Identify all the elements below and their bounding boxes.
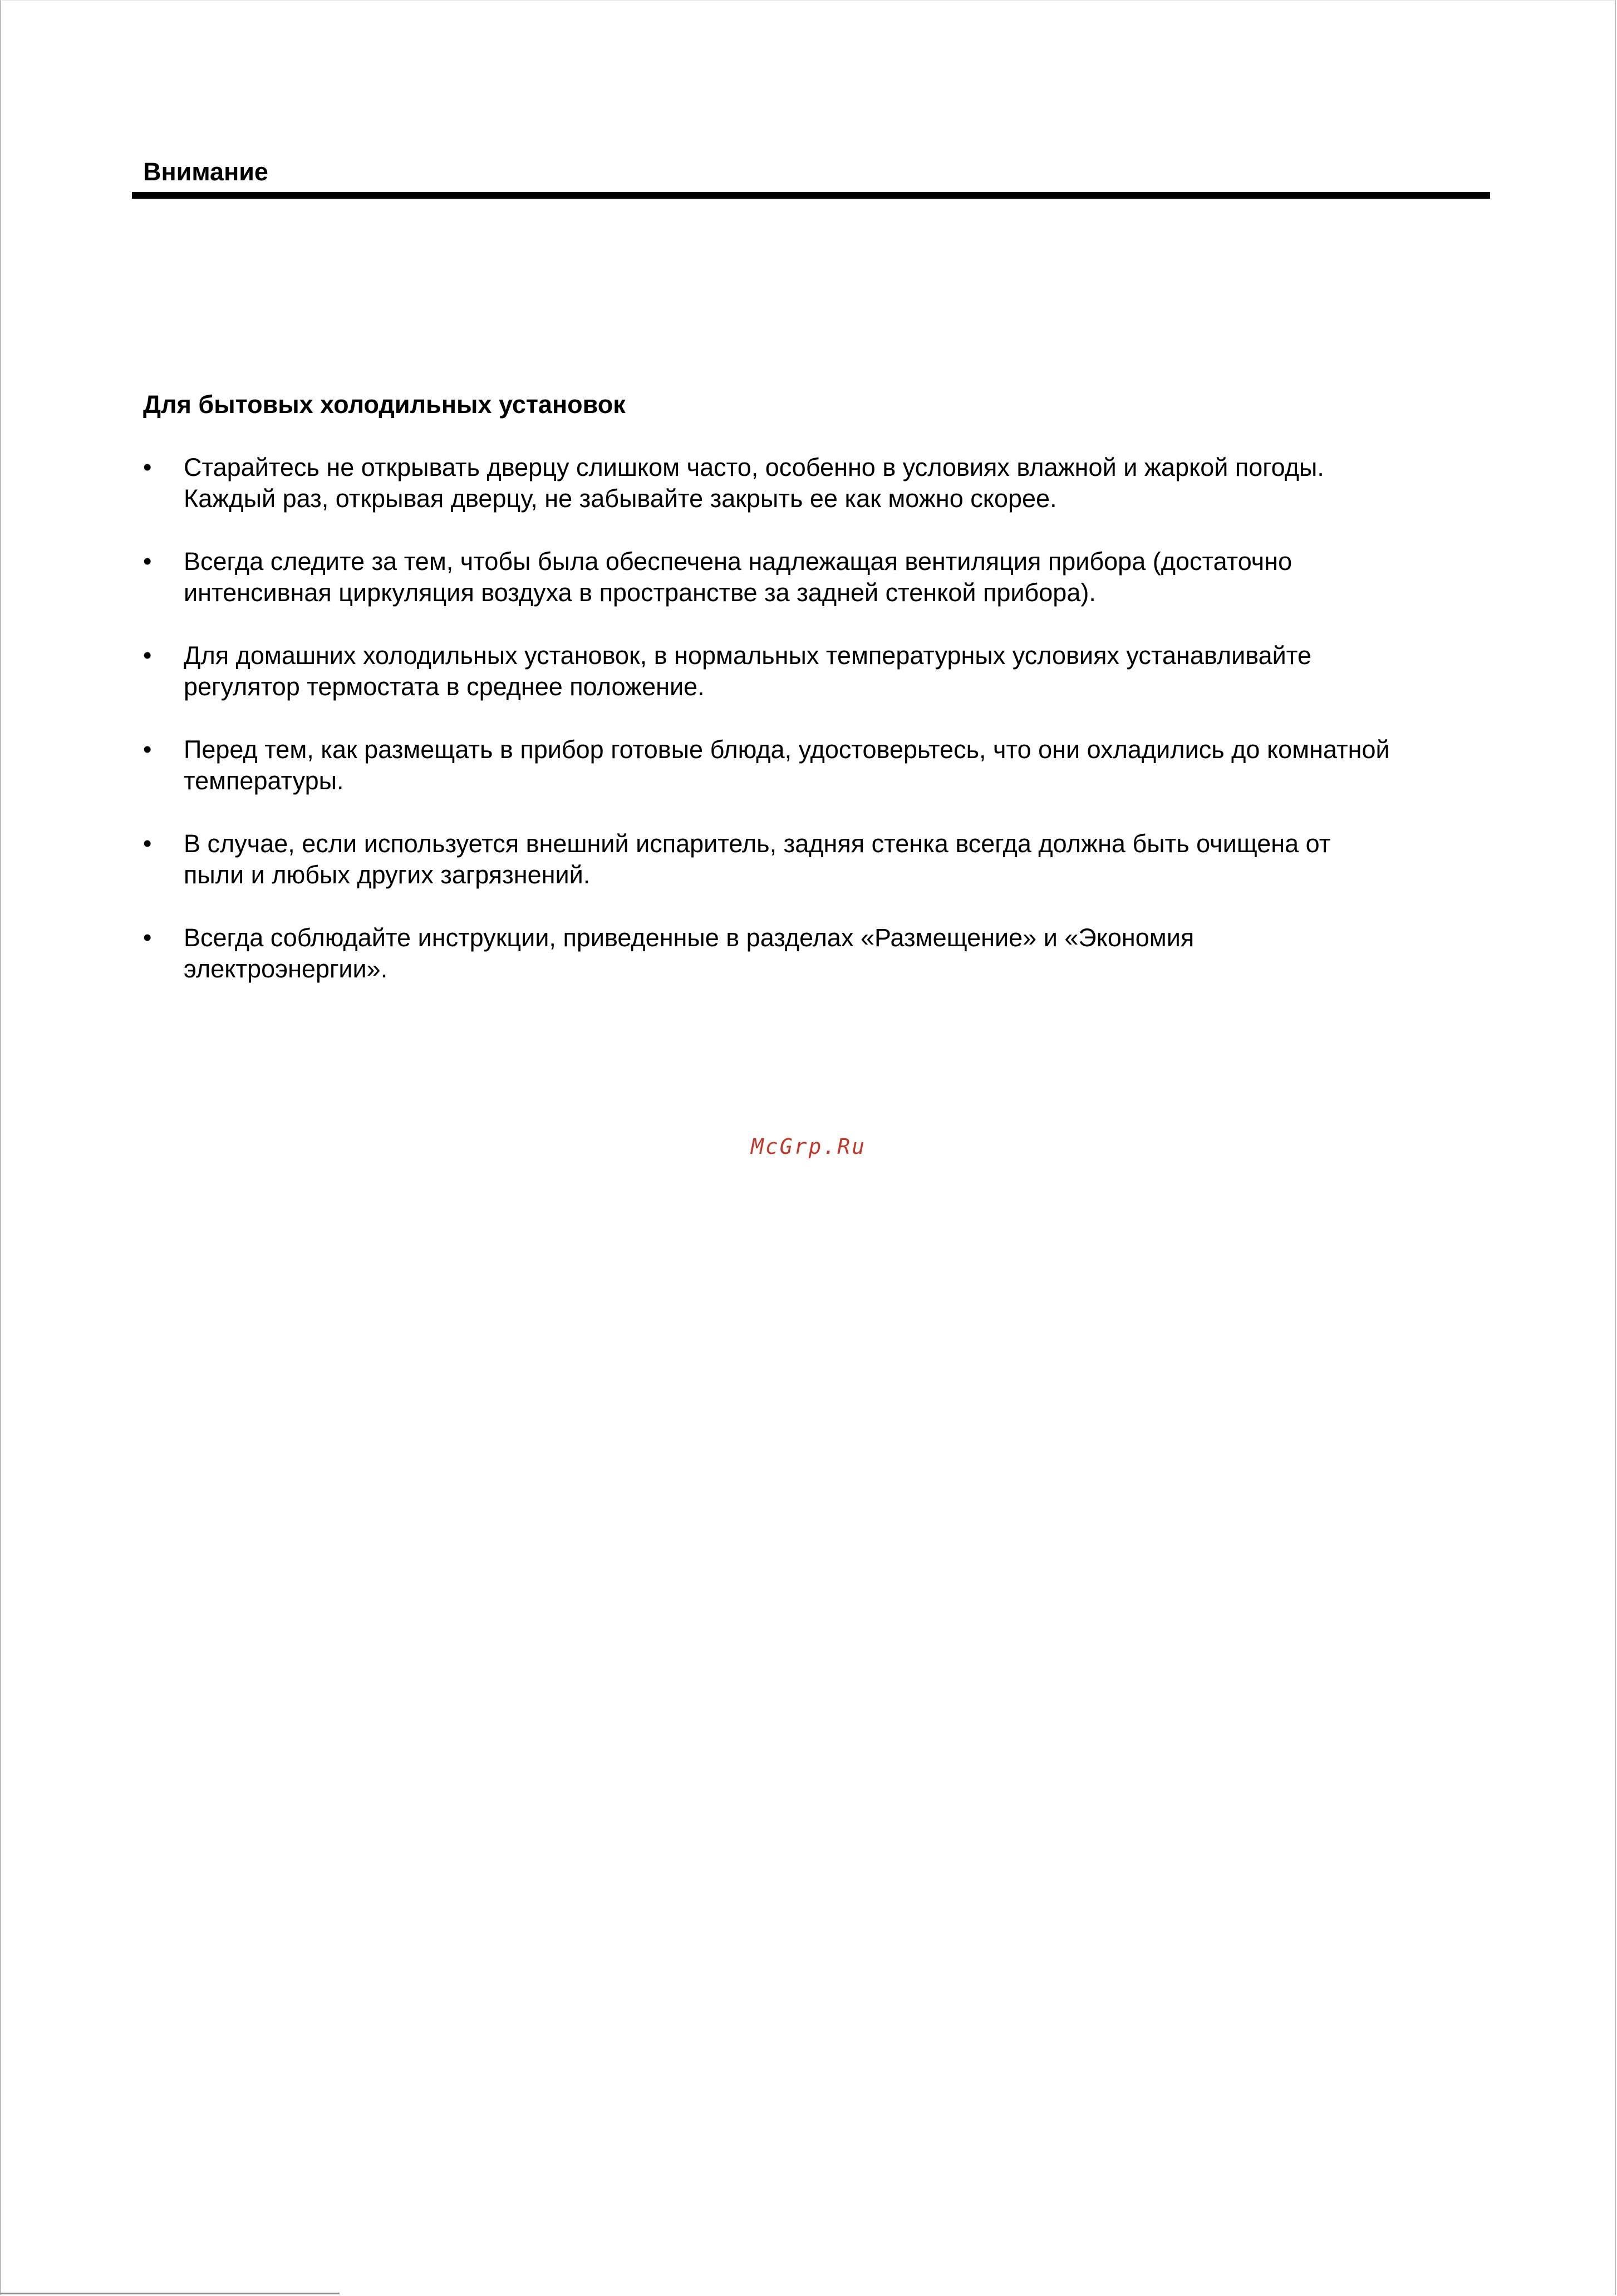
list-item: [143, 546, 1490, 608]
section-title: Для бытовых холодильных установок: [143, 390, 626, 419]
list-item: [143, 828, 1490, 891]
bullet-icon: •: [143, 736, 152, 763]
bullet-icon: •: [143, 924, 152, 951]
bullet-icon: •: [143, 830, 152, 857]
list-item: [143, 922, 1490, 985]
header-divider: [132, 192, 1490, 199]
advice-list: [143, 452, 1490, 1016]
footer-rule: [0, 2293, 340, 2294]
bullet-icon: •: [143, 548, 152, 575]
list-item-text: Старайтесь не открывать дверцу слишком часто, особенно в условиях влажной и жаркой погоды. Каждый раз, открывая дверцу, не забывайте закрыть ее как можно скорее.: [184, 453, 1324, 513]
list-item: [143, 452, 1490, 514]
list-item: [143, 640, 1490, 702]
bullet-icon: •: [143, 642, 152, 669]
list-item-text: Всегда соблюдайте инструкции, приведенные в разделах «Размещение» и «Экономия электроэнергии».: [184, 923, 1195, 983]
list-item-text: В случае, если используется внешний испаритель, задняя стенка всегда должна быть очищена от пыли и любых других загрязнений.: [184, 829, 1331, 889]
list-item-text: Перед тем, как размещать в прибор готовые блюда, удостоверьтесь, что они охладились до комнатной температуры.: [184, 735, 1390, 795]
list-item-text: Всегда следите за тем, чтобы была обеспечена надлежащая вентиляция прибора (достаточно интенсивная циркуляция воздуха в пространстве за задней стенкой прибора).: [184, 547, 1292, 607]
list-item: [143, 734, 1490, 797]
page-header-title: Внимание: [143, 158, 268, 186]
list-item-text: Для домашних холодильных установок, в нормальных температурных условиях устанавливайте регулятор термостата в среднее положение.: [184, 641, 1311, 701]
watermark: McGrp.Ru: [750, 1134, 867, 1159]
bullet-icon: •: [143, 454, 152, 481]
